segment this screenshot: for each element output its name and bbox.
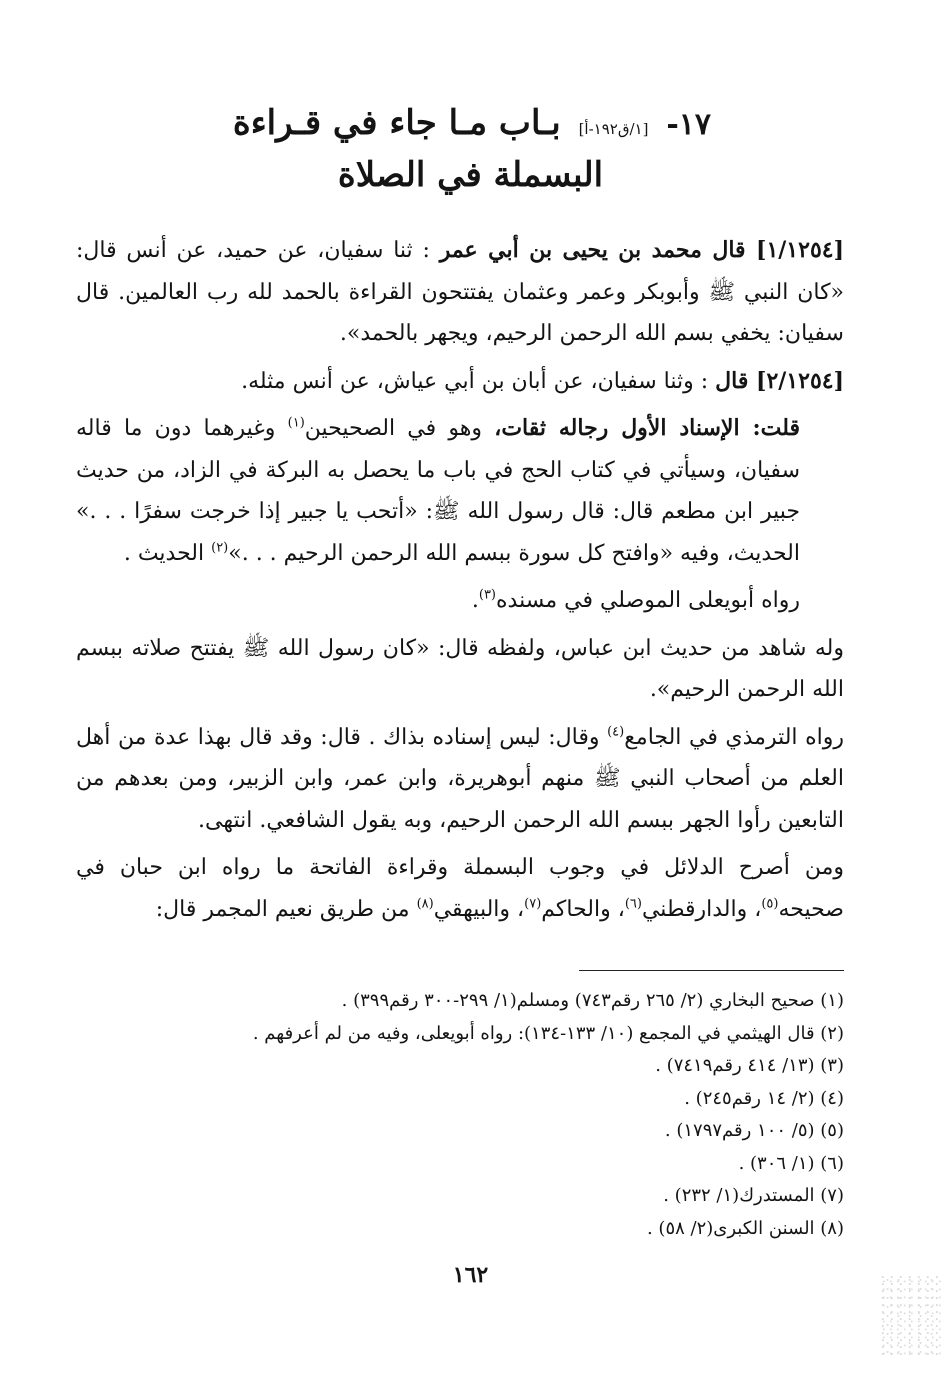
footnotes bbox=[120, 985, 844, 1245]
commentary-lead: قلت: الإسناد الأول رجاله ثقات، bbox=[494, 415, 801, 441]
commentary-text: وهو في الصحيحين bbox=[304, 416, 495, 441]
evidence-text: ، والدارقطني bbox=[641, 896, 762, 922]
chapter-title-line2: البسملة في الصلاة bbox=[337, 155, 604, 195]
footnote-marker: (٤) bbox=[607, 724, 625, 740]
hadith-text: : وثنا سفيان، عن أبان بن أبي عياش، عن أنس مثله. bbox=[241, 368, 716, 394]
source-text: رواه أبويعلى الموصلي في مسنده bbox=[496, 588, 800, 613]
hadith-ref: [١/١٢٥٤] bbox=[756, 237, 844, 263]
tirmidhi-text: رواه الترمذي في الجامع bbox=[624, 724, 844, 750]
page-number: ١٦٢ bbox=[452, 1262, 489, 1288]
chapter-title-line1: بـاب مـا جاء في قـراءة bbox=[232, 103, 561, 143]
evidence-text: ، والحاكم bbox=[541, 896, 625, 922]
evidence-text: ، والبيهقي bbox=[433, 896, 525, 922]
footnote-marker: (٥) bbox=[761, 896, 779, 912]
commentary-text: الحديث . bbox=[123, 540, 212, 566]
footnote: (٦) (١/ ٣٠٦) . bbox=[738, 1152, 844, 1174]
source-paragraph bbox=[76, 580, 844, 622]
chapter-heading bbox=[80, 100, 711, 152]
footnote-marker: (١) bbox=[287, 415, 305, 431]
footnote-marker: (٢) bbox=[211, 540, 229, 556]
source-text: . bbox=[471, 588, 479, 613]
footnote: (٧) المستدرك(١/ ٢٣٢) . bbox=[663, 1185, 844, 1206]
hadith-ref: [٢/١٢٥٤] bbox=[756, 367, 844, 394]
footnote: (٥) (٥/ ١٠٠ رقم١٧٩٧) . bbox=[664, 1120, 844, 1141]
scan-speckle bbox=[881, 1275, 941, 1355]
evidence-text: ومن أصرح الدلائل في وجوب البسملة وقراءة الفاتحة ما رواه ابن حبان في صحيحه bbox=[76, 855, 844, 922]
footnote-marker: (٣) bbox=[478, 587, 496, 603]
footnote: (٢) قال الهيثمي في المجمع (١٠/ ١٣٣-١٣٤): رواه أبويعلى، وفيه من لم أعرفهم . bbox=[252, 1022, 844, 1044]
commentary-text: وغيرهما دون ما قاله سفيان، وسيأتي في كتاب الحج في باب ما يحصل به البركة في الزاد، من حديث جبير ابن مطعم قال: قال رسول الله ﷺ: «أتحب يا جبير إذا خرجت سفرًا . . .» الحديث، وفيه «وافتح كل سورة ببسم الله الرحمن الرحيم . . .» bbox=[76, 416, 800, 566]
tirmidhi-paragraph bbox=[76, 717, 844, 842]
evidence-text: من طريق نعيم المجمر قال: bbox=[155, 896, 417, 922]
hadith-narrator: قال محمد بن يحيى بن أبي عمر bbox=[439, 237, 757, 263]
hadith-paragraph bbox=[76, 361, 844, 403]
hadith-text: : ثنا سفيان، عن حميد، عن أنس قال: «كان النبي ﷺ وأبوبكر وعمر وعثمان يفتتحون القراءة بالحمد لله رب العالمين. قال سفيان: يخفي بسم الله الرحمن الرحيم، ويجهر بالحمد». bbox=[76, 238, 844, 346]
tirmidhi-text: وقال: ليس إسناده بذاك . قال: وقد قال بهذا عدة من أهل العلم من أصحاب النبي ﷺ منهم أبوهريرة، وابن عمر، وابن الزبير، ومن بعدهم من التابعين رأوا الجهر ببسم الله الرحمن الرحيم، وبه يقول الشافعي. انتهى. bbox=[76, 724, 844, 833]
footnote-marker: (٧) bbox=[524, 896, 542, 912]
main-text bbox=[76, 230, 844, 936]
footnote: (٨) السنن الكبرى(٢/ ٥٨) . bbox=[646, 1217, 844, 1239]
evidence-paragraph bbox=[76, 847, 844, 930]
hadith-narrator: قال bbox=[715, 367, 757, 394]
footnote: (١) صحيح البخاري (٢/ ٢٦٥ رقم٧٤٣) ومسلم(١/ ٢٩٩-٣٠٠ رقم٣٩٩) . bbox=[341, 990, 844, 1011]
hadith-paragraph bbox=[76, 230, 844, 355]
witness-paragraph: وله شاهد من حديث ابن عباس، ولفظه قال: «كان رسول الله ﷺ يفتتح صلاته ببسم الله الرحمن الرحيم». bbox=[76, 635, 844, 702]
commentary-paragraph bbox=[76, 408, 844, 574]
footnote: (٣) (١٣/ ٤١٤ رقم٧٤١٩) . bbox=[655, 1055, 844, 1076]
footnote: (٤) (٢/ ١٤ رقم٢٤٥) . bbox=[684, 1087, 844, 1109]
manuscript-folio-ref: [١/ق١٩٢-أ] bbox=[578, 120, 649, 138]
footnote-marker: (٦) bbox=[624, 896, 642, 912]
chapter-number: ١٧- bbox=[666, 107, 711, 142]
footnote-divider bbox=[579, 970, 844, 971]
footnote-marker: (٨) bbox=[416, 896, 434, 912]
